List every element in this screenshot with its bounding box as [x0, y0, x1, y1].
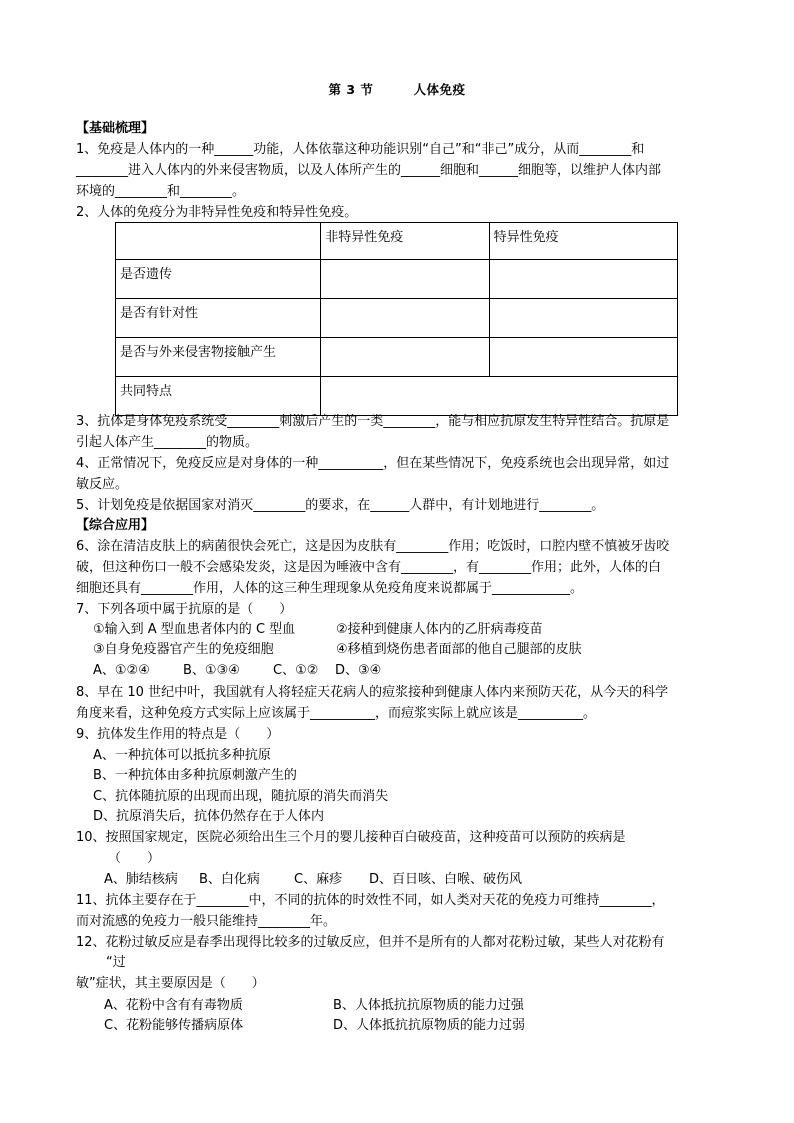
- q7-option[interactable]: B、①③④: [183, 663, 240, 678]
- q11-line2: 而对流感的免疫力一般只能维持________年。: [76, 914, 337, 929]
- q4-line1: 4、正常情况下，免疫反应是对身体的一种__________，但在某些情况下，免疫系统也会出现异常，如过: [76, 456, 670, 471]
- q7-option[interactable]: A、①②④: [93, 663, 150, 678]
- q1-line2: ________进入人体内的外来侵害物质，以及人体所产生的______细胞和______细胞等，以维护人体内部: [76, 163, 662, 178]
- table-header-cell: 非特异性免疫: [321, 223, 489, 260]
- q11-line1: 11、抗体主要存在于________中，不同的抗体的时效性不同，如人类对天花的免疫力可维持________，: [76, 893, 665, 908]
- q12-option[interactable]: D、人体抵抗抗原物质的能力过弱: [333, 1018, 526, 1033]
- q1-line3: 环境的________和________。: [76, 184, 246, 199]
- table-row-label: 是否遗传: [116, 260, 321, 299]
- section-number: 第 3 节: [328, 82, 374, 97]
- q7-item: ②接种到健康人体内的乙肝病毒疫苗: [336, 622, 543, 637]
- q10-line2: （ ）: [108, 851, 161, 866]
- q6-line2: 破，但这种伤口一般不会感染发炎，这是因为唾液中含有________，有________作用；此外，人体的白: [76, 560, 662, 575]
- q3-line1: 3、抗体是身体免疫系统受________刺激后产生的一类________，能与相应抗原发生特异性结合。抗原是: [76, 414, 670, 429]
- q4-line2: 敏反应。: [76, 477, 129, 492]
- q12-option[interactable]: B、人体抵抗抗原物质的能力过强: [333, 998, 524, 1013]
- q8-line1: 8、早在 10 世纪中叶，我国就有人将轻症天花病人的痘浆接种到健康人体内来预防天花，从今天的科学: [76, 685, 669, 700]
- table-cell-blank[interactable]: [321, 260, 489, 299]
- q7-stem: 7、下列各项中属于抗原的是（ ）: [76, 602, 293, 617]
- q7-item: ③自身免疫器官产生的免疫细胞: [93, 642, 274, 657]
- q6-line3: 细胞还具有________作用，人体的这三种生理现象从免疫角度来说都属于____________。: [76, 581, 584, 596]
- q9-stem: 9、抗体发生作用的特点是（ ）: [76, 727, 280, 742]
- q9-option-c[interactable]: C、抗体随抗原的出现而出现，随抗原的消失而消失: [93, 789, 389, 804]
- immunity-comparison-table: [115, 222, 678, 416]
- q7-option[interactable]: C、①②: [273, 663, 319, 678]
- q7-items-row2: [93, 642, 743, 658]
- q8-line2: 角度来看，这种免疫方式实际上应该属于__________，而痘浆实际上就应该是__________。: [76, 706, 597, 721]
- q1-line1: 1、免疫是人体内的一种______功能，人体依靠这种功能识别“自己”和“非己”成分，从而________和: [76, 142, 645, 157]
- table-row: [116, 338, 678, 377]
- q5-text: 5、计划免疫是依据国家对消灭________的要求，在______人群中，有计划地进行________。: [76, 498, 605, 513]
- q9-option-b[interactable]: B、一种抗体由多种抗原刺激产生的: [93, 768, 297, 783]
- table-row-label: 共同特点: [116, 377, 321, 416]
- q12-options-row1: [104, 998, 754, 1014]
- apply-header: 【综合应用】: [76, 518, 155, 533]
- table-cell-blank[interactable]: [489, 299, 677, 338]
- q10-options: [104, 872, 754, 888]
- table-cell-blank[interactable]: [321, 299, 489, 338]
- table-header-cell: 特异性免疫: [489, 223, 677, 260]
- table-row: [116, 260, 678, 299]
- q7-items-row1: [93, 622, 743, 638]
- q12-option[interactable]: C、花粉能够传播病原体: [104, 1018, 244, 1033]
- table-row: [116, 299, 678, 338]
- q2-text: 2、人体的免疫分为非特异性免疫和特异性免疫。: [76, 205, 358, 220]
- q12-option[interactable]: A、花粉中含有有毒物质: [104, 998, 243, 1013]
- q10-option[interactable]: D、百日咳、白喉、破伤风: [369, 872, 523, 887]
- section-name: 人体免疫: [413, 82, 466, 97]
- table-cell-blank[interactable]: [489, 338, 677, 377]
- q7-item: ④移植到烧伤患者面部的他自己腿部的皮肤: [336, 642, 582, 657]
- q12-line3: 敏”症状，其主要原因是（ ）: [76, 976, 265, 991]
- q7-options: [93, 663, 743, 679]
- q12-options-row2: [104, 1018, 754, 1034]
- table-header-cell: [116, 223, 321, 260]
- table-row: [116, 377, 678, 416]
- q9-option-d[interactable]: D、抗原消失后，抗体仍然存在于人体内: [93, 809, 325, 824]
- q12-line1: 12、花粉过敏反应是春季出现得比较多的过敏反应，但并不是所有的人都对花粉过敏，某些人对花粉有: [76, 935, 665, 950]
- table-cell-blank[interactable]: [489, 260, 677, 299]
- q10-option[interactable]: B、白化病: [199, 872, 260, 887]
- page-title: [0, 80, 794, 98]
- table-row-label: 是否与外来侵害物接触产生: [116, 338, 321, 377]
- q10-option[interactable]: C、麻疹: [294, 872, 343, 887]
- q7-option[interactable]: D、③④: [335, 663, 382, 678]
- q9-option-a[interactable]: A、一种抗体可以抵抗多种抗原: [93, 748, 271, 763]
- q3-line2: 引起人体产生________的物质。: [76, 435, 259, 450]
- q10-line1: 10、按照国家规定，医院必须给出生三个月的婴儿接种百白破疫苗，这种疫苗可以预防的疾病是: [76, 830, 626, 845]
- basics-header: 【基础梳理】: [76, 121, 155, 136]
- q7-item: ①输入到 A 型血患者体内的 C 型血: [93, 622, 296, 637]
- q10-option[interactable]: A、肺结核病: [104, 872, 178, 887]
- q6-line1: 6、涂在清洁皮肤上的病菌很快会死亡，这是因为皮肤有________作用；吃饭时，口腔内壁不慎被牙齿咬: [76, 539, 670, 554]
- table-cell-blank[interactable]: [321, 377, 678, 416]
- table-row-label: 是否有针对性: [116, 299, 321, 338]
- q12-line2: “过: [106, 955, 126, 970]
- table-cell-blank[interactable]: [321, 338, 489, 377]
- table-header-row: [116, 223, 678, 260]
